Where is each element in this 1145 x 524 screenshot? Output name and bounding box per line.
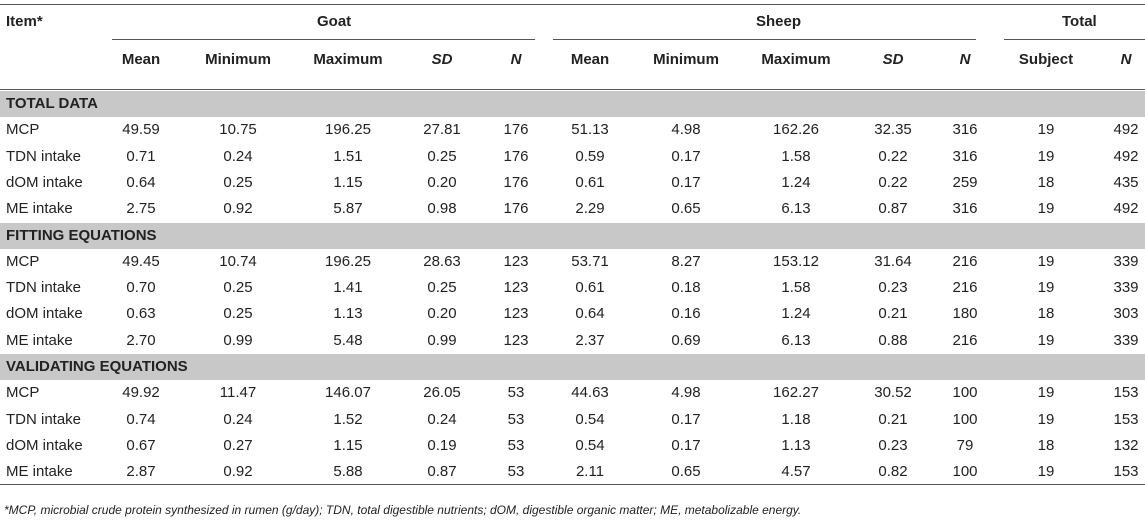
section-header	[0, 354, 1145, 380]
goat-cell: 53	[507, 436, 525, 454]
goat-cell: 1.15	[333, 173, 363, 191]
goat-cell: 176	[503, 147, 529, 165]
total-cell: 19	[1037, 200, 1055, 218]
total-cell: 19	[1037, 252, 1055, 270]
sheep-cell: 0.61	[575, 173, 605, 191]
total-cell: 339	[1113, 331, 1139, 349]
row-item-label: dOM intake	[6, 305, 83, 323]
total-cell: 19	[1037, 147, 1055, 165]
sheep-col-header: N	[959, 51, 971, 68]
total-cell: 18	[1037, 436, 1055, 454]
row-item-label: MCP	[6, 252, 40, 270]
section-title: FITTING EQUATIONS	[6, 226, 157, 244]
sheep-cell: 100	[952, 410, 978, 428]
section-title: VALIDATING EQUATIONS	[6, 358, 188, 375]
row-item-label: ME intake	[6, 331, 73, 349]
goat-cell: 0.24	[427, 410, 457, 428]
sheep-cell: 0.54	[575, 410, 605, 428]
total-cell: 19	[1037, 410, 1055, 428]
goat-cell: 11.47	[219, 384, 257, 402]
goat-cell: 26.05	[423, 384, 461, 402]
sheep-cell: 0.61	[575, 279, 605, 297]
goat-cell: 0.98	[427, 200, 457, 218]
sheep-cell: 6.13	[781, 200, 811, 218]
goat-col-header: N	[510, 51, 522, 68]
goat-cell: 196.25	[325, 252, 371, 270]
goat-cell: 53	[507, 384, 525, 402]
goat-cell: 49.59	[122, 121, 160, 139]
goat-cell: 176	[503, 173, 529, 191]
goat-cell: 0.92	[223, 463, 253, 481]
goat-col-header: Minimum	[205, 51, 271, 68]
sheep-cell: 0.21	[878, 410, 908, 428]
sheep-cell: 32.35	[874, 121, 912, 139]
goat-cell: 5.87	[333, 200, 363, 218]
goat-cell: 176	[503, 200, 529, 218]
row-item-label: MCP	[6, 384, 40, 402]
sheep-cell: 100	[952, 384, 978, 402]
sheep-cell: 216	[952, 279, 978, 297]
total-cell: 492	[1113, 121, 1139, 139]
goat-cell: 0.20	[427, 173, 457, 191]
goat-cell: 1.51	[333, 147, 363, 165]
sheep-cell: 4.98	[671, 121, 701, 139]
sheep-cell: 1.18	[781, 410, 811, 428]
sheep-cell: 79	[956, 436, 974, 454]
row-item-label: TDN intake	[6, 410, 82, 428]
sheep-cell: 1.24	[781, 173, 811, 191]
header-sheep: Sheep	[756, 13, 802, 30]
total-cell: 153	[1113, 463, 1139, 481]
sheep-group-rule	[553, 39, 976, 40]
sheep-cell: 0.22	[878, 147, 908, 165]
sheep-cell: 0.17	[671, 410, 701, 428]
total-group-rule	[1004, 39, 1145, 40]
sheep-cell: 162.27	[773, 384, 819, 402]
sheep-cell: 1.13	[781, 436, 811, 454]
sheep-cell: 0.54	[575, 436, 605, 454]
goat-cell: 53	[507, 463, 525, 481]
sheep-col-header: Minimum	[653, 51, 719, 68]
sheep-cell: 4.57	[781, 463, 811, 481]
goat-cell: 0.25	[223, 279, 253, 297]
goat-cell: 0.67	[126, 436, 156, 454]
total-col-header: N	[1120, 51, 1132, 68]
sheep-cell: 162.26	[773, 121, 819, 139]
sheep-cell: 2.37	[575, 331, 605, 349]
sheep-col-header: SD	[882, 51, 904, 68]
sheep-cell: 259	[952, 173, 978, 191]
goat-cell: 0.19	[427, 436, 457, 454]
sheep-cell: 0.69	[671, 331, 701, 349]
sheep-cell: 0.17	[671, 173, 701, 191]
total-cell: 19	[1037, 279, 1055, 297]
goat-cell: 123	[503, 252, 529, 270]
goat-cell: 27.81	[423, 121, 461, 139]
goat-cell: 10.74	[219, 252, 257, 270]
goat-col-header: SD	[431, 51, 453, 68]
total-cell: 18	[1037, 305, 1055, 323]
goat-cell: 0.25	[223, 305, 253, 323]
sheep-cell: 44.63	[571, 384, 609, 402]
total-cell: 303	[1113, 305, 1139, 323]
section-header	[0, 223, 1145, 249]
row-item-label: dOM intake	[6, 436, 83, 454]
goat-cell: 49.45	[122, 252, 160, 270]
sheep-cell: 0.23	[878, 436, 908, 454]
sheep-cell: 1.58	[781, 279, 811, 297]
goat-cell: 0.63	[126, 305, 156, 323]
sheep-cell: 2.11	[575, 463, 605, 481]
goat-cell: 0.24	[223, 147, 253, 165]
total-cell: 339	[1113, 252, 1139, 270]
sheep-cell: 100	[952, 463, 978, 481]
sheep-cell: 216	[952, 252, 978, 270]
total-cell: 19	[1037, 121, 1055, 139]
goat-cell: 196.25	[325, 121, 371, 139]
goat-col-header: Maximum	[313, 51, 383, 68]
total-cell: 19	[1037, 463, 1055, 481]
total-cell: 132	[1113, 436, 1139, 454]
sheep-cell: 0.82	[878, 463, 908, 481]
total-cell: 339	[1113, 279, 1139, 297]
sheep-cell: 216	[952, 331, 978, 349]
sheep-cell: 0.65	[671, 463, 701, 481]
goat-cell: 0.92	[223, 200, 253, 218]
sheep-cell: 0.16	[671, 305, 701, 323]
goat-cell: 0.25	[427, 279, 457, 297]
goat-cell: 2.87	[126, 463, 156, 481]
sheep-cell: 153.12	[773, 252, 819, 270]
sheep-cell: 0.59	[575, 147, 605, 165]
sheep-cell: 0.88	[878, 331, 908, 349]
goat-cell: 5.88	[333, 463, 363, 481]
header-goat: Goat	[317, 13, 352, 30]
sheep-cell: 0.21	[878, 305, 908, 323]
sheep-cell: 53.71	[571, 252, 609, 270]
goat-cell: 146.07	[325, 384, 371, 402]
goat-cell: 0.87	[427, 463, 457, 481]
goat-cell: 0.74	[126, 410, 156, 428]
row-item-label: TDN intake	[6, 279, 82, 297]
goat-cell: 0.99	[223, 331, 253, 349]
goat-cell: 0.70	[126, 279, 156, 297]
sheep-cell: 30.52	[874, 384, 912, 402]
goat-cell: 5.48	[333, 331, 363, 349]
sheep-cell: 0.23	[878, 279, 908, 297]
sheep-cell: 0.22	[878, 173, 908, 191]
goat-cell: 10.75	[219, 121, 257, 139]
sheep-cell: 31.64	[874, 252, 912, 270]
goat-cell: 123	[503, 331, 529, 349]
total-cell: 153	[1113, 384, 1139, 402]
goat-cell: 176	[503, 121, 529, 139]
goat-cell: 2.75	[126, 200, 156, 218]
header-item: Item*	[6, 13, 43, 30]
total-cell: 492	[1113, 200, 1139, 218]
sheep-cell: 0.17	[671, 147, 701, 165]
goat-cell: 2.70	[126, 331, 156, 349]
total-cell: 19	[1037, 331, 1055, 349]
sheep-cell: 0.17	[671, 436, 701, 454]
sheep-cell: 0.18	[671, 279, 701, 297]
goat-cell: 0.71	[126, 147, 156, 165]
goat-cell: 0.25	[223, 173, 253, 191]
sheep-cell: 8.27	[671, 252, 701, 270]
total-cell: 18	[1037, 173, 1055, 191]
sheep-cell: 180	[952, 305, 978, 323]
goat-cell: 1.13	[333, 305, 363, 323]
header-total: Total	[1062, 13, 1097, 30]
goat-cell: 49.92	[122, 384, 160, 402]
goat-cell: 1.52	[333, 410, 363, 428]
sheep-cell: 51.13	[571, 121, 609, 139]
row-item-label: dOM intake	[6, 173, 83, 191]
total-cell: 19	[1037, 384, 1055, 402]
sheep-col-header: Mean	[570, 51, 610, 68]
row-item-label: ME intake	[6, 463, 73, 481]
goat-cell: 28.63	[423, 252, 461, 270]
total-cell: 435	[1113, 173, 1139, 191]
row-item-label: ME intake	[6, 200, 73, 218]
sheep-cell: 316	[952, 200, 978, 218]
sheep-cell: 0.64	[575, 305, 605, 323]
sheep-cell: 316	[952, 121, 978, 139]
row-item-label: MCP	[6, 121, 40, 139]
goat-cell: 1.15	[333, 436, 363, 454]
goat-cell: 0.25	[427, 147, 457, 165]
section-title: TOTAL DATA	[6, 95, 98, 112]
sheep-cell: 0.87	[878, 200, 908, 218]
header-bottom-rule	[0, 89, 1145, 90]
top-rule	[0, 4, 1145, 5]
goat-cell: 0.64	[126, 173, 156, 191]
goat-cell: 1.41	[333, 279, 363, 297]
sheep-cell: 6.13	[781, 331, 811, 349]
goat-col-header: Mean	[121, 51, 161, 68]
goat-group-rule	[112, 39, 535, 40]
table-footnote: *MCP, microbial crude protein synthesized in rumen (g/day); TDN, total digestible nutrients; dOM, digestible organic matter; ME, metabolizable energy.	[4, 503, 802, 517]
sheep-cell: 0.65	[671, 200, 701, 218]
goat-cell: 123	[503, 279, 529, 297]
sheep-cell: 316	[952, 147, 978, 165]
row-item-label: TDN intake	[6, 147, 82, 165]
sheep-cell: 1.24	[781, 305, 811, 323]
total-cell: 492	[1113, 147, 1139, 165]
goat-cell: 0.99	[427, 331, 457, 349]
sheep-cell: 1.58	[781, 147, 811, 165]
goat-cell: 53	[507, 410, 525, 428]
sheep-cell: 2.29	[575, 200, 605, 218]
sheep-cell: 4.98	[671, 384, 701, 402]
goat-cell: 0.20	[427, 305, 457, 323]
goat-cell: 0.27	[223, 436, 253, 454]
goat-cell: 0.24	[223, 410, 253, 428]
sheep-col-header: Maximum	[761, 51, 831, 68]
goat-cell: 123	[503, 305, 529, 323]
section-header	[0, 91, 1145, 117]
total-col-header: Subject	[1018, 51, 1074, 68]
total-cell: 153	[1113, 410, 1139, 428]
